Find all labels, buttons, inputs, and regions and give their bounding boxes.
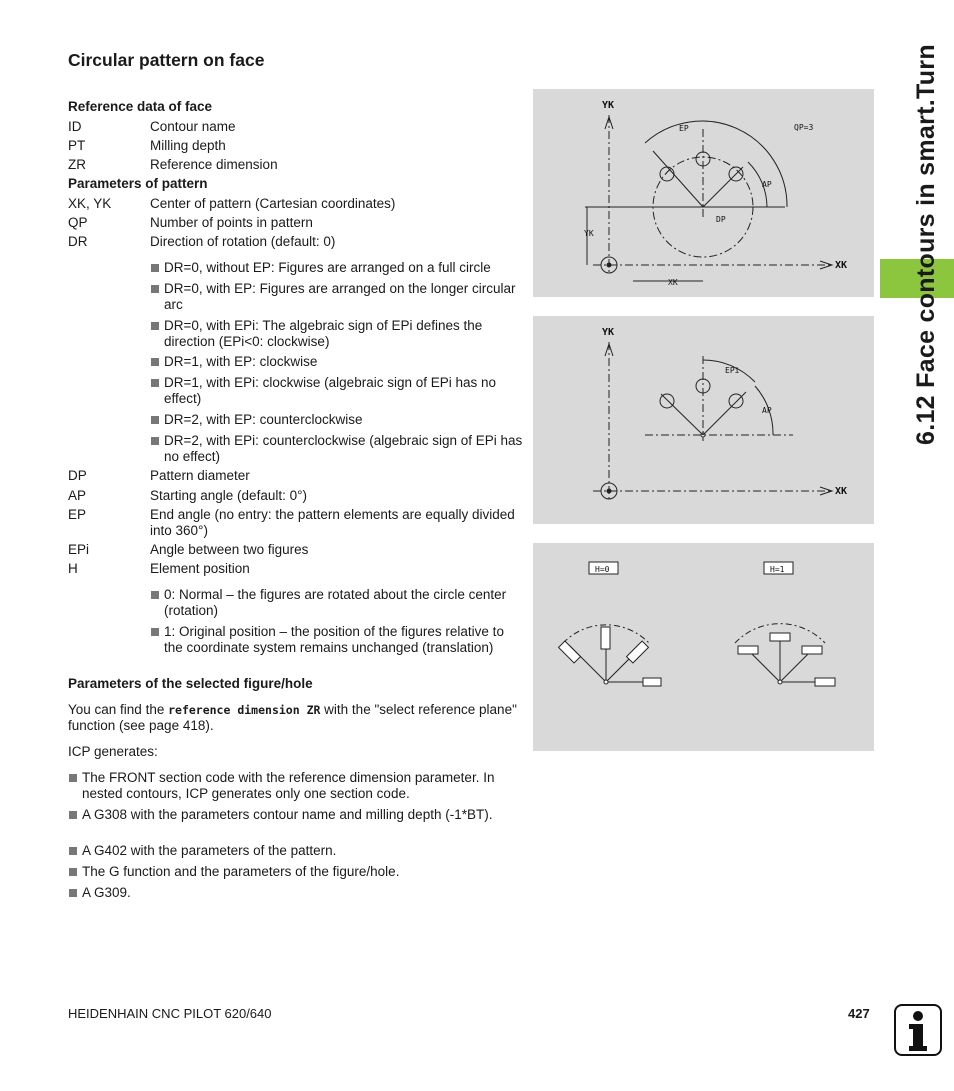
param-desc: Milling depth — [150, 138, 226, 153]
ep-label: EP — [679, 124, 689, 133]
h1-label: H=1 — [770, 565, 785, 574]
epi-label: EPi — [725, 366, 740, 375]
param-term: XK, YK — [68, 196, 112, 211]
param-desc: Reference dimension — [150, 157, 278, 172]
param-term: QP — [68, 215, 88, 230]
section-figure-params: Parameters of the selected figure/hole — [68, 676, 313, 691]
dr-bullet: DR=1, with EPi: clockwise (algebraic sign of EPi has no effect) — [150, 375, 524, 407]
section-reference-data: Reference data of face — [68, 99, 213, 114]
dr-bullet: DR=0, with EP: Figures are arranged on the longer circular arc — [150, 281, 524, 313]
ep-ray — [653, 151, 703, 207]
h0-diagram — [559, 625, 661, 686]
xk-axis-label: XK — [835, 486, 848, 497]
param-term: AP — [68, 488, 87, 503]
param-term: H — [68, 561, 78, 576]
icp-bullet: A G402 with the parameters of the pattern. — [68, 843, 532, 859]
param-term: EPi — [68, 542, 90, 557]
origin-dot — [607, 489, 611, 493]
param-term: DP — [68, 468, 87, 483]
h0-element — [601, 627, 610, 649]
dr-bullet: DR=0, without EP: Figures are arranged on a full circle — [150, 260, 524, 276]
yk-dim-label: YK — [584, 229, 594, 238]
param-term: PT — [68, 138, 86, 153]
ap-ray — [703, 167, 743, 207]
param-desc: Contour name — [150, 119, 236, 134]
ap-label: AP — [762, 180, 772, 189]
h1-element — [770, 633, 790, 641]
h0-center — [604, 680, 608, 684]
h0-element — [643, 678, 661, 686]
figure2-drawing — [533, 316, 874, 524]
param-desc: Angle between two figures — [150, 542, 309, 557]
h1-element — [815, 678, 835, 686]
chapter-side-title-text: 6.12 Face contours in smart.Turn — [912, 44, 940, 445]
dr-bullet: DR=2, with EPi: counterclockwise (algebraic sign of EPi has no effect) — [150, 433, 524, 465]
param-desc: Number of points in pattern — [150, 215, 313, 230]
h0-element — [559, 641, 581, 663]
find-text-after: with the "select reference plane" function (see page 418). — [68, 702, 517, 733]
pattern-ray — [661, 394, 703, 435]
h0-label: H=0 — [595, 565, 610, 574]
param-desc: Direction of rotation (default: 0) — [150, 234, 336, 249]
param-desc: Center of pattern (Cartesian coordinates) — [150, 196, 396, 211]
h1-center — [778, 680, 782, 684]
icp-bullet: The FRONT section code with the reference dimension parameter. In nested contours, ICP generates only one section code. — [68, 770, 532, 802]
icp-generates: ICP generates: — [68, 744, 158, 759]
dr-bullet: DR=0, with EPi: The algebraic sign of EPi defines the direction (EPi<0: clockwise) — [150, 318, 524, 350]
param-desc: Element position — [150, 561, 250, 576]
icp-bullet: A G309. — [68, 885, 532, 901]
find-code: reference dimension ZR — [168, 703, 321, 717]
origin-dot — [607, 263, 611, 267]
pattern-element — [729, 394, 743, 408]
param-term: ID — [68, 119, 82, 134]
h1-element — [802, 646, 822, 654]
icp-bullet: The G function and the parameters of the figure/hole. — [68, 864, 532, 880]
param-term: EP — [68, 507, 87, 522]
dp-label: DP — [716, 215, 726, 224]
param-desc: Pattern diameter — [150, 468, 250, 483]
pattern-ray — [703, 392, 746, 435]
ap-label: AP — [762, 406, 772, 415]
yk-axis-label: YK — [602, 327, 615, 338]
icp-bullet: A G308 with the parameters contour name and milling depth (-1*BT). — [68, 807, 532, 823]
figure1-drawing — [533, 89, 874, 297]
param-desc: End angle (no entry: the pattern elements are equally divided into 360°) — [150, 507, 515, 538]
figure-element-position — [533, 543, 874, 751]
info-icon — [894, 1004, 942, 1056]
page-number: 427 — [848, 1006, 870, 1021]
pattern-element — [660, 167, 674, 181]
dr-bullet: DR=2, with EP: counterclockwise — [150, 412, 524, 428]
figure-circular-pattern-epi — [533, 316, 874, 524]
qp-label: QP=3 — [794, 123, 814, 132]
h-bullet: 1: Original position – the position of the figures relative to the coordinate system remains unchanged (translation) — [150, 624, 524, 656]
find-reference-paragraph — [68, 702, 518, 734]
dr-bullet: DR=1, with EP: clockwise — [150, 354, 524, 370]
pattern-element — [660, 394, 674, 408]
section-pattern-params: Parameters of pattern — [68, 176, 208, 191]
xk-axis-label: XK — [835, 260, 848, 271]
figure-circular-pattern-ep — [533, 89, 874, 297]
footer-text: HEIDENHAIN CNC PILOT 620/640 — [68, 1006, 272, 1021]
param-term: ZR — [68, 157, 86, 172]
h1-diagram — [735, 624, 835, 686]
figure3-drawing — [533, 543, 874, 751]
yk-axis-label: YK — [602, 100, 615, 111]
h-bullet: 0: Normal – the figures are rotated about the circle center (rotation) — [150, 587, 524, 619]
param-term: DR — [68, 234, 88, 249]
page-heading: Circular pattern on face — [68, 50, 265, 70]
find-text-before: You can find the — [68, 702, 169, 717]
param-desc: Starting angle (default: 0°) — [150, 488, 307, 503]
xk-dim-label: XK — [668, 278, 678, 287]
h0-element — [627, 641, 649, 663]
h1-element — [738, 646, 758, 654]
